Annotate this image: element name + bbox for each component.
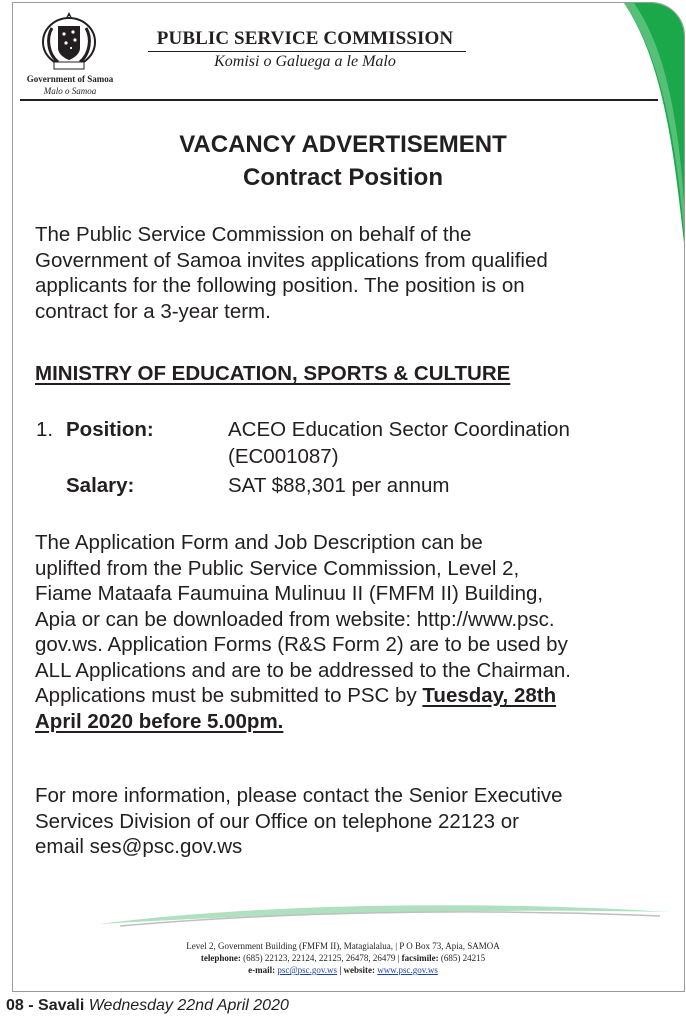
intro-paragraph xyxy=(35,222,665,324)
intro-line: contract for a 3-year term. xyxy=(35,299,271,323)
page-title xyxy=(0,128,686,194)
salary-label: Salary: xyxy=(66,474,135,497)
issue-date: Wednesday 22nd April 2020 xyxy=(88,997,289,1014)
instructions-line: gov.ws. Application Forms (R&S Form 2) are to be used by xyxy=(35,633,568,656)
website-link[interactable]: www.psc.gov.ws xyxy=(377,965,438,975)
fax-label: facsimile: xyxy=(401,953,439,963)
intro-line: Government of Samoa invites applications from qualified xyxy=(35,248,548,272)
instructions-line: ALL Applications and are to be addressed to the Chairman. xyxy=(35,658,572,682)
footer-address: Level 2, Government Building (FMFM II), Matagialalua, | P O Box 73, Apia, SAMOA xyxy=(186,941,500,951)
instructions-paragraph xyxy=(35,530,665,734)
footer-phones xyxy=(0,952,686,964)
green-corner-swoosh xyxy=(624,3,684,243)
page-number: 08 - Savali xyxy=(6,997,85,1014)
position-number: 1. xyxy=(36,418,54,441)
org-subtitle: Komisi o Galuega a le Malo xyxy=(214,53,396,70)
website-label: | website: xyxy=(337,965,378,975)
position-label: Position: xyxy=(66,418,154,441)
headline-line-1: VACANCY ADVERTISEMENT xyxy=(179,131,507,158)
instructions-line xyxy=(35,709,665,735)
deadline-time: April 2020 before 5.00pm. xyxy=(35,709,284,733)
deadline-prefix: Applications must be submitted to PSC by xyxy=(35,684,423,707)
contact-paragraph xyxy=(35,783,665,860)
telephone-label: telephone: xyxy=(200,953,241,963)
intro-line: The Public Service Commission on behalf of the xyxy=(35,223,472,246)
position-value-line-1: ACEO Education Sector Coordination xyxy=(228,418,570,441)
fax-value: (685) 24215 xyxy=(438,953,486,963)
email-label: e-mail: xyxy=(248,965,276,975)
header-divider xyxy=(20,99,658,101)
samoa-coat-of-arms-icon xyxy=(38,10,100,74)
page-footer xyxy=(6,997,289,1015)
government-subtitle: Malo o Samoa xyxy=(43,86,97,96)
org-title: PUBLIC SERVICE COMMISSION xyxy=(156,28,454,49)
contact-line: Services Division of our Office on telephone 22123 or xyxy=(35,809,519,833)
deadline-date: Tuesday, 28th xyxy=(422,684,557,707)
headline-line-2: Contract Position xyxy=(242,164,443,191)
email-link[interactable]: psc@psc.gov.ws xyxy=(277,965,338,975)
instructions-line: uplifted from the Public Service Commission, Level 2, xyxy=(35,556,520,580)
telephone-value: (685) 22123, 22124, 22125, 26478, 26479 | xyxy=(240,953,402,963)
salary-value: SAT $88,301 per annum xyxy=(228,474,450,497)
contact-line: For more information, please contact the Senior Executive xyxy=(35,784,563,807)
org-title-rule xyxy=(148,51,466,52)
intro-line: applicants for the following position. The position is on xyxy=(35,274,525,297)
instructions-line: Fiame Mataafa Faumuina Mulinuu II (FMFM II) Building, xyxy=(35,582,544,605)
instructions-line: Apia or can be downloaded from website: http://www.psc. xyxy=(35,607,555,631)
footer-web xyxy=(0,964,686,976)
position-value-line-2: (EC001087) xyxy=(228,445,339,468)
contact-line: email ses@psc.gov.ws xyxy=(35,835,243,858)
government-name: Government of Samoa xyxy=(26,74,114,84)
instructions-line: The Application Form and Job Description can be xyxy=(35,531,483,554)
ministry-heading: MINISTRY OF EDUCATION, SPORTS & CULTURE xyxy=(35,362,511,385)
footer-contact-block xyxy=(0,940,686,976)
green-footer-swoosh xyxy=(0,886,686,946)
instructions-line xyxy=(35,683,665,709)
